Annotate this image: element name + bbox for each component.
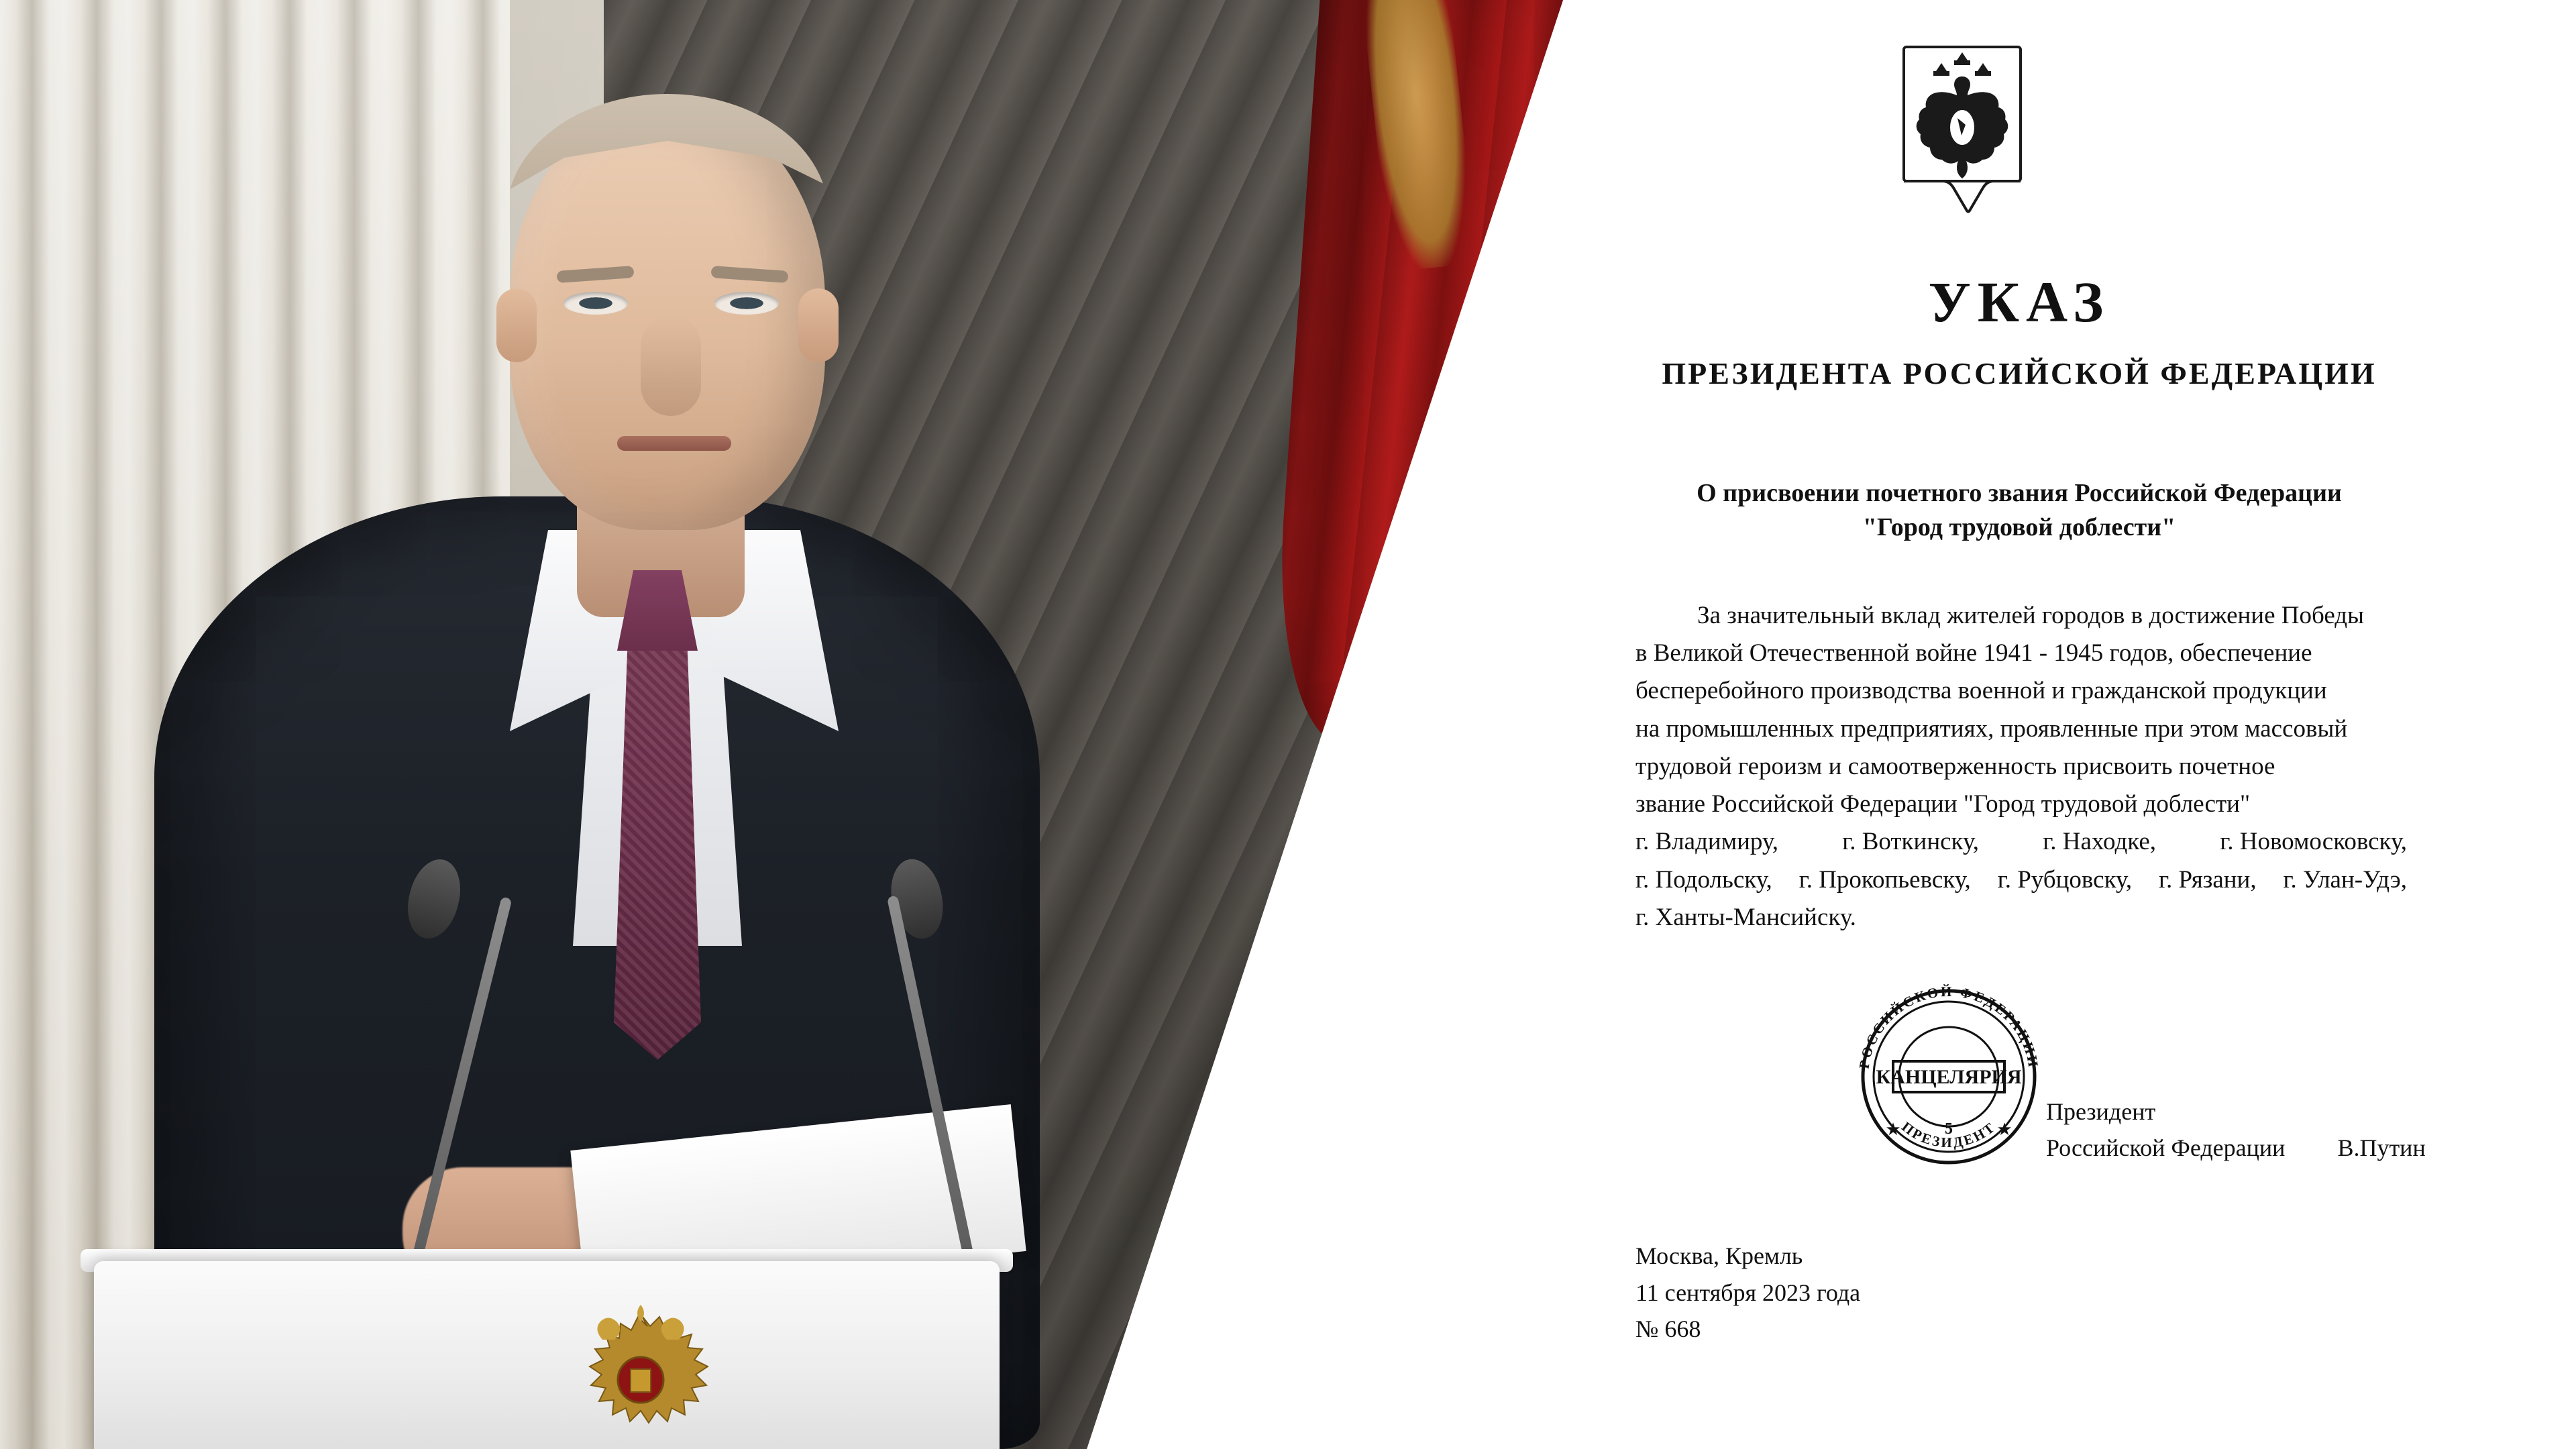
footer-place: Москва, Кремль	[1635, 1242, 1803, 1269]
decree-body	[1635, 597, 2407, 936]
body-line-1: За значительный вклад жителей городов в достижение Победы	[1697, 602, 2364, 629]
footer-date: 11 сентября 2023 года	[1635, 1279, 1861, 1306]
decree-subtitle: ПРЕЗИДЕНТА РОССИЙСКОЙ ФЕДЕРАЦИИ	[1662, 356, 2377, 390]
body-line-3: бесперебойного производства военной и гражданской продукции	[1635, 677, 2327, 705]
russian-coat-of-arms-icon	[530, 1305, 751, 1446]
city-item: г. Подольску,	[1635, 865, 1772, 894]
city-item: г. Прокопьевску,	[1799, 865, 1971, 894]
body-line-5: трудовой героизм и самоотверженность присвоить почетное	[1635, 752, 2275, 780]
svg-text:★: ★	[1996, 1120, 2012, 1139]
stamp-number: 5	[1945, 1120, 1953, 1138]
signature-block	[2046, 1093, 2426, 1166]
decree-heading	[1563, 476, 2475, 545]
nose	[641, 315, 701, 416]
stamp-outer-top: РОССИЙСКОЙ ФЕДЕРАЦИИ	[1856, 983, 2042, 1070]
ear-left	[496, 288, 537, 362]
city-item: г. Новомосковску,	[2220, 828, 2407, 856]
eye-right	[714, 292, 779, 315]
official-stamp	[1838, 966, 2059, 1187]
decree-heading-line-1: О присвоении почетного звания Российской Федерации	[1697, 479, 2342, 507]
body-line-2: в Великой Отечественной войне 1941 - 1945 годов, обеспечение	[1635, 639, 2312, 667]
body-line-6: звание Российской Федерации "Город трудовой доблести"	[1635, 790, 2251, 818]
svg-text:★: ★	[1885, 1120, 1901, 1139]
signature-name: В.Путин	[2337, 1134, 2426, 1161]
city-item: г. Рязани,	[2159, 865, 2257, 894]
signature-role-line-1: Президент	[2046, 1098, 2156, 1125]
eye-left	[564, 292, 628, 315]
stamp-outer-bottom: ПРЕЗИДЕНТ	[1898, 1118, 1999, 1151]
city-item: г. Рубцовску,	[1997, 865, 2133, 894]
mouth	[617, 436, 731, 451]
city-item: г. Воткинску,	[1842, 828, 1980, 856]
city-item: г. Улан-Удэ,	[2283, 865, 2407, 894]
cities-line-2	[1635, 861, 2407, 899]
ear-right	[798, 288, 839, 362]
decree-footer	[1635, 1238, 1860, 1348]
stamp-center-text: КАНЦЕЛЯРИЯ	[1876, 1066, 2022, 1088]
city-item: г. Владимиру,	[1635, 828, 1778, 856]
footer-number: № 668	[1635, 1316, 1701, 1343]
decree-document	[1462, 0, 2576, 1449]
city-item: г. Находке,	[2043, 828, 2157, 856]
russian-coat-of-arms-icon	[1892, 42, 2033, 236]
signature-row	[2046, 1130, 2426, 1166]
cities-line-3: г. Ханты-Мансийску.	[1635, 903, 1856, 931]
decree-title: УКАЗ	[1928, 270, 2110, 334]
cities-line-1	[1635, 823, 2407, 861]
decree-heading-line-2: "Город трудовой доблести"	[1862, 513, 2176, 542]
body-line-4: на промышленных предприятиях, проявленные при этом массовый	[1635, 714, 2348, 743]
signature-role-line-2: Российской Федерации	[2046, 1134, 2286, 1161]
